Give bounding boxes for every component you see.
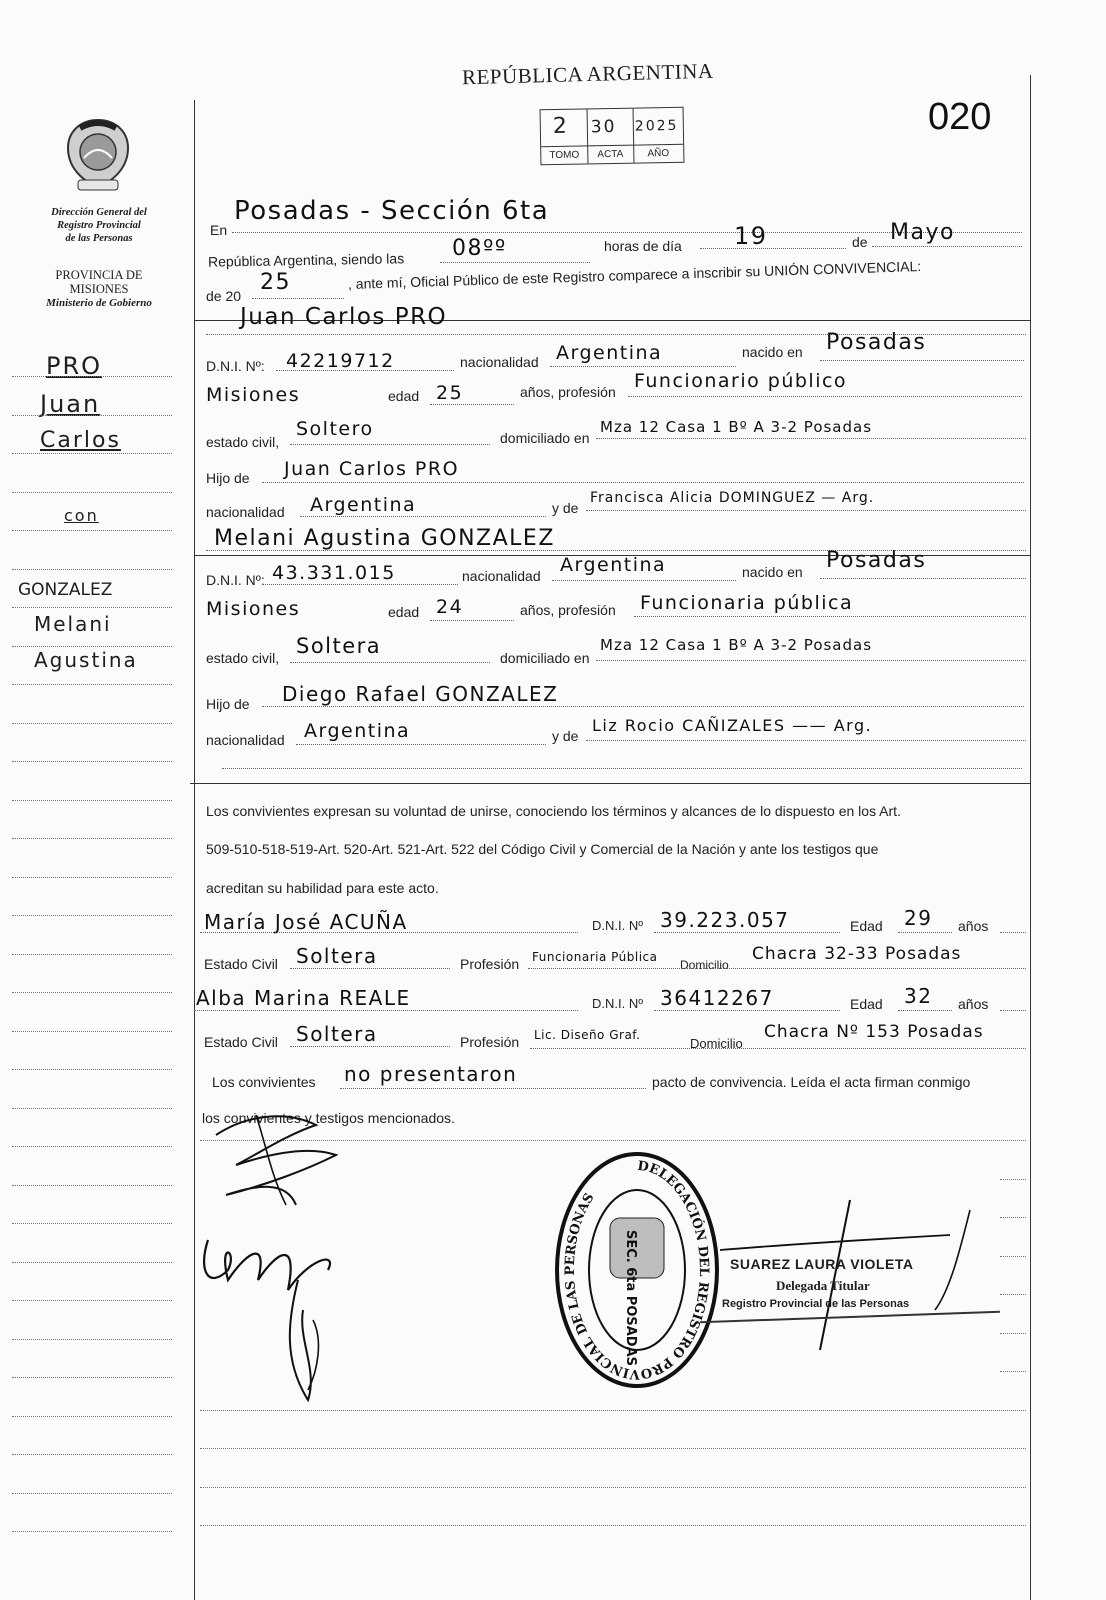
p2-prof-label: años, profesión [520,602,616,618]
p1-dom-line [596,438,1026,439]
hours-value: 08ºº [452,236,507,261]
p2-ec-line [290,662,490,663]
document-number: 020 [928,96,992,138]
margin-dotted-line [12,915,172,916]
p2-dni-label: D.N.I. Nº: [206,572,265,588]
p1-padre-nac-value: Argentina [310,494,417,516]
w2-anos-label: años [958,996,989,1012]
margin-dotted-line [12,1146,172,1147]
p1-yde-label: y de [552,500,579,516]
ano-label: AÑO [633,144,683,164]
p1-nac-line [550,366,736,367]
margin-dotted-line [12,684,172,685]
stamp-ring-text: DELEGACIÓN DEL REGISTRO PROVINCIAL DE LAS PERSONAS [562,1158,711,1382]
margin-dotted-line [12,1108,172,1109]
officer-signature-icon [700,1190,990,1360]
acta-label: ACTA [587,145,633,165]
w2-ec-value: Soltera [296,1022,378,1046]
margin-dotted-line [12,607,172,608]
acta-value: 30 [590,116,617,138]
de-label: de [852,234,868,250]
day-line [700,248,846,249]
margin-dotted-line [12,838,172,839]
officer-name: SUAREZ LAURA VIOLETA [730,1256,914,1272]
ano-value: 2025 [634,117,679,135]
w1-dom-label: Domicilio [680,958,729,972]
margin-dotted-line [12,1069,172,1070]
w2-edad-line [898,1010,952,1011]
margin-dotted-line [12,877,172,878]
w1-dom-value: Chacra 32-33 Posadas [752,944,962,964]
signature-dotted-line [1000,1294,1026,1295]
ante-label: , ante mí, Oficial Público de este Registro comparece a inscribir su UNIÓN CONVIVENCIAL: [347,257,922,292]
margin-dotted-line [12,1300,172,1301]
p2-nac2-label: nacionalidad [206,732,285,748]
acta-cell [587,109,635,164]
place-value: Posadas - Sección 6ta [234,196,550,226]
tomo-value: 2 [552,113,570,140]
section-divider-3 [190,783,1030,784]
p1-prof-value: Funcionario público [634,370,848,392]
direccion-general-block [24,206,174,245]
w2-dom-value: Chacra Nº 153 Posadas [764,1022,984,1042]
p2-dom-label: domiciliado en [500,650,590,666]
p2-nac-label: nacionalidad [462,568,541,584]
pacto-suffix: pacto de convivencia. Leída el acta firman conmigo [652,1074,971,1090]
p2-edad-label: edad [388,604,420,620]
month-value: Mayo [890,220,955,245]
horas-label: horas de día [604,238,682,254]
margin-dotted-line [12,800,172,801]
w1-ec-line [290,968,450,969]
signature-dotted-line [200,1410,1026,1411]
signature-1-icon [196,1095,356,1215]
w1-edad-value: 29 [904,906,933,930]
right-frame-line [1030,75,1031,1600]
margin-dotted-line [12,723,172,724]
margin-dotted-line [12,1454,172,1455]
pacto-line [340,1088,646,1089]
p2-dni-value: 43.331.015 [272,562,396,584]
margin-dotted-line [12,453,172,454]
p1-padre-value: Juan Carlos PRO [284,458,460,480]
prov-line2: MISIONES [69,282,129,296]
w1-edad-line [898,932,952,933]
year-prefix-label: de 20 [206,288,242,304]
p2-nac-value: Argentina [560,554,667,576]
w2-ec-label: Estado Civil [204,1034,278,1050]
day-value: 19 [734,222,768,250]
prov-line1: PROVINCIA DE [55,268,143,282]
tomo-acta-ano-box [540,107,685,166]
signature-dotted-line [1000,1256,1026,1257]
dg-line3: de las Personas [65,233,133,244]
body-line2: 509-510-518-519-Art. 520-Art. 521-Art. 522 del Código Civil y Comercial de la Nación y ante los testigos que [206,841,879,857]
w2-dni-value: 36412267 [660,986,774,1010]
w2-name-value: Alba Marina REALE [196,986,411,1010]
p1-dni-value: 42219712 [286,350,395,372]
w2-name-line [194,1010,578,1011]
w2-dni-label: D.N.I. Nº [592,996,643,1011]
republica-title: REPÚBLICA ARGENTINA [461,58,714,90]
w1-edad-label: Edad [850,918,883,934]
w1-anos-label: años [958,918,989,934]
w1-anos-line [1000,932,1026,933]
margin-name-carlos: Carlos [40,428,121,453]
p2-ec-value: Soltera [296,634,382,658]
p1-dni-line [276,370,454,371]
margin-dotted-line [12,376,172,377]
margin-dotted-line [12,1531,172,1532]
p2-padre-nac-line [296,744,546,745]
en-label: En [210,222,228,238]
p1-padre-line [262,482,1024,483]
margin-name-gonzalez: GONZALEZ [18,580,113,600]
p2-dni-line [262,584,458,585]
signature-2-icon [188,1210,368,1410]
p1-nacido-line [820,360,1024,361]
p2-padre-nac-value: Argentina [304,720,411,742]
w2-profdom-line [530,1048,1026,1049]
p2-madre-value: Liz Rocio CAÑIZALES —— Arg. [592,716,873,735]
name2-value: Melani Agustina GONZALEZ [214,526,555,551]
margin-word-con: con [64,506,99,525]
w1-ec-label: Estado Civil [204,956,278,972]
tomo-label: TOMO [541,145,587,165]
w2-prof-value: Lic. Diseño Graf. [534,1028,641,1042]
p2-edad-line [430,620,514,621]
province-seal-icon [62,118,134,201]
p1-ec-label: estado civil, [206,434,280,450]
w1-dni-value: 39.223.057 [660,908,790,932]
p1-nacido-label: nacido en [742,344,803,360]
p2-prof-value: Funcionaria pública [640,592,854,614]
p1-nac-label: nacionalidad [460,354,539,370]
margin-dotted-line [12,954,172,955]
margin-name-pro: PRO [46,352,103,380]
body-line3: acreditan su habilidad para este acto. [206,880,439,896]
w1-name-value: María José ACUÑA [204,910,408,934]
w1-dni-line [654,932,840,933]
p1-dom-label: domiciliado en [500,430,590,446]
p2-madre-line [586,740,1026,741]
p2-nacido-line [820,578,1026,579]
p2-hijo-label: Hijo de [206,696,250,712]
margin-name-melani: Melani [34,612,112,636]
signature-dotted-line [1000,1217,1026,1218]
official-round-stamp [552,1148,722,1397]
margin-dotted-line [12,646,172,647]
dg-line1: Dirección General del [51,207,147,218]
body-line1: Los convivientes expresan su voluntad de unirse, conociendo los términos y alcances de lo dispuesto en los Art. [206,803,901,819]
p2-prof-line [634,616,1026,617]
stamp-center-text: SEC. 6ta POSADAS [623,1229,638,1367]
margin-dotted-line [12,1031,172,1032]
p2-dom-line [596,660,1026,661]
w1-prof-label: Profesión [460,956,520,972]
officer-org: Registro Provincial de las Personas [722,1298,910,1310]
p1-edad-label: edad [388,388,420,404]
margin-dotted-line [12,1223,172,1224]
w2-dni-line [654,1010,840,1011]
margin-name-agustina: Agustina [34,648,138,672]
p2-nacido-label: nacido en [742,564,803,580]
margin-dotted-line [12,1493,172,1494]
margin-dotted-line [12,415,172,416]
year-line [252,298,344,299]
p1-dom-value: Mza 12 Casa 1 Bº A 3-2 Posadas [600,418,873,436]
p2-provincia-value: Misiones [206,598,301,620]
p2-edad-value: 24 [436,596,464,618]
w2-ec-line [290,1046,450,1047]
closing-line2: los convivientes y testigos mencionados. [202,1110,455,1126]
w1-name-line [200,932,578,933]
margin-name-juan: Juan [40,390,101,418]
ministerio-line: Ministerio de Gobierno [46,297,152,309]
p1-prof-line [628,396,1022,397]
p1-padre-nac-line [300,516,546,517]
w1-dni-label: D.N.I. Nº [592,918,643,933]
provincia-block [24,268,174,310]
p1-hijo-label: Hijo de [206,470,250,486]
p1-nac-value: Argentina [556,342,663,364]
tomo-cell [541,109,589,164]
p1-madre-value: Francisca Alicia DOMINGUEZ — Arg. [590,490,875,506]
p1-ec-value: Soltero [296,418,374,440]
signature-dotted-line [1000,1333,1026,1334]
p1-provincia-value: Misiones [206,384,301,406]
margin-dotted-line [12,569,172,570]
w2-edad-label: Edad [850,996,883,1012]
hours-line [440,262,590,263]
p2-dom-value: Mza 12 Casa 1 Bº A 3-2 Posadas [600,636,873,654]
p1-prof-label: años, profesión [520,384,616,400]
officer-role: Delegada Titular [776,1278,870,1293]
p1-edad-line [430,404,514,405]
w2-dom-label: Domicilio [690,1036,743,1051]
signature-dotted-line [1000,1179,1026,1180]
margin-dotted-line [12,1185,172,1186]
margin-dotted-line [12,1377,172,1378]
dg-line2: Registro Provincial [57,220,141,231]
margin-dotted-line [12,992,172,993]
margin-dotted-line [12,1339,172,1340]
p2-nacido-value: Posadas [826,548,927,573]
w1-ec-value: Soltera [296,944,378,968]
p1-ec-line [290,444,490,445]
w2-edad-value: 32 [904,984,933,1008]
name1-value: Juan Carlos PRO [240,304,448,330]
signature-dotted-line [200,1525,1026,1526]
p1-nac2-label: nacionalidad [206,504,285,520]
margin-dotted-line [12,1262,172,1263]
p2-yde-label: y de [552,728,579,744]
w1-prof-value: Funcionaria Pública [532,950,658,964]
p2-padre-value: Diego Rafael GONZALEZ [282,682,559,706]
w2-anos-line [1000,1010,1026,1011]
margin-dotted-line [12,530,172,531]
pacto-value: no presentaron [344,1062,518,1086]
w2-prof-label: Profesión [460,1034,520,1050]
p2-padre-line [262,706,1024,707]
signature-dotted-line [200,1487,1026,1488]
margin-dotted-line [12,761,172,762]
p2-nac-line [552,580,736,581]
p2-ec-label: estado civil, [206,650,280,666]
pacto-prefix: Los convivientes [212,1074,316,1090]
w1-profdom-line [528,968,1026,969]
margin-dotted-line [12,492,172,493]
p1-edad-value: 25 [436,382,464,404]
p1-nacido-value: Posadas [826,330,927,355]
ano-cell [633,108,684,163]
year-value: 25 [260,270,291,295]
p1-madre-line [586,510,1026,511]
p2-extra-line [222,768,1022,769]
signature-dotted-line [200,1448,1026,1449]
margin-dotted-line [12,1416,172,1417]
month-line [872,246,1022,247]
ra-label: República Argentina, siendo las [207,250,405,270]
p1-dni-label: D.N.I. Nº: [206,358,265,374]
signature-dotted-line [1000,1371,1026,1372]
